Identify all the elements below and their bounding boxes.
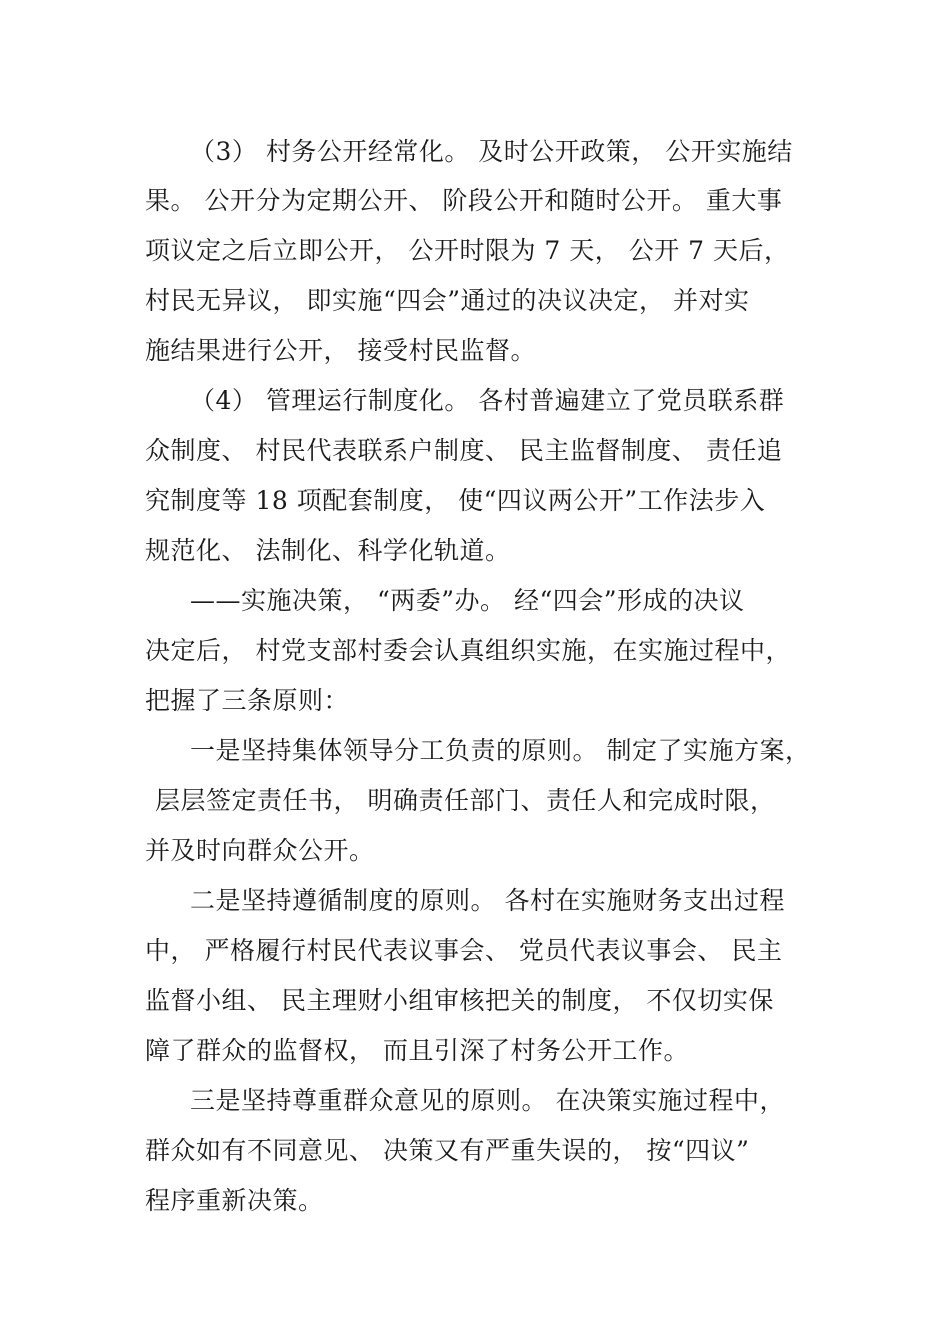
- text-line: 究制度等 18 项配套制度， 使“四议两公开”工作法步入: [145, 486, 766, 515]
- text-line: 施结果进行公开， 接受村民监督。: [145, 336, 536, 365]
- text-line: ——实施决策， “两委”办。 经“四会”形成的决议: [190, 586, 745, 615]
- text-line: 并及时向群众公开。: [145, 836, 375, 865]
- text-line: 果。 公开分为定期公开、 阶段公开和随时公开。 重大事: [145, 186, 783, 215]
- text-line: 一是坚持集体领导分工负责的原则。 制定了实施方案，: [190, 736, 811, 765]
- text-line: 项议定之后立即公开， 公开时限为 7 天， 公开 7 天后，: [145, 236, 790, 265]
- text-line: 把握了三条原则：: [145, 686, 350, 715]
- text-line: 决定后， 村党支部村委会认真组织实施，在实施过程中，: [145, 636, 791, 665]
- text-line: 群众如有不同意见、 决策又有严重失误的， 按“四议”: [145, 1136, 750, 1165]
- text-line: 层层签定责任书， 明确责任部门、责任人和完成时限，: [155, 786, 776, 815]
- text-line: 规范化、 法制化、科学化轨道。: [145, 536, 511, 565]
- text-line: 监督小组、 民主理财小组审核把关的制度， 不仅切实保: [145, 986, 774, 1015]
- text-line: 二是坚持遵循制度的原则。 各村在实施财务支出过程: [190, 886, 785, 915]
- text-line: 三是坚持尊重群众意见的原则。 在决策实施过程中，: [190, 1086, 785, 1115]
- text-line: （3） 村务公开经常化。 及时公开政策， 公开实施结: [190, 137, 793, 166]
- text-line: 障了群众的监督权， 而且引深了村务公开工作。: [145, 1036, 689, 1065]
- text-line: 村民无异议， 即实施“四会”通过的决议决定， 并对实: [145, 286, 750, 315]
- text-line: （4） 管理运行制度化。 各村普遍建立了党员联系群: [190, 386, 785, 415]
- text-line: 中， 严格履行村民代表议事会、 党员代表议事会、 民主: [145, 936, 783, 965]
- text-line: 众制度、 村民代表联系户制度、 民主监督制度、 责任追: [145, 436, 783, 465]
- text-line: 程序重新决策。: [145, 1186, 324, 1215]
